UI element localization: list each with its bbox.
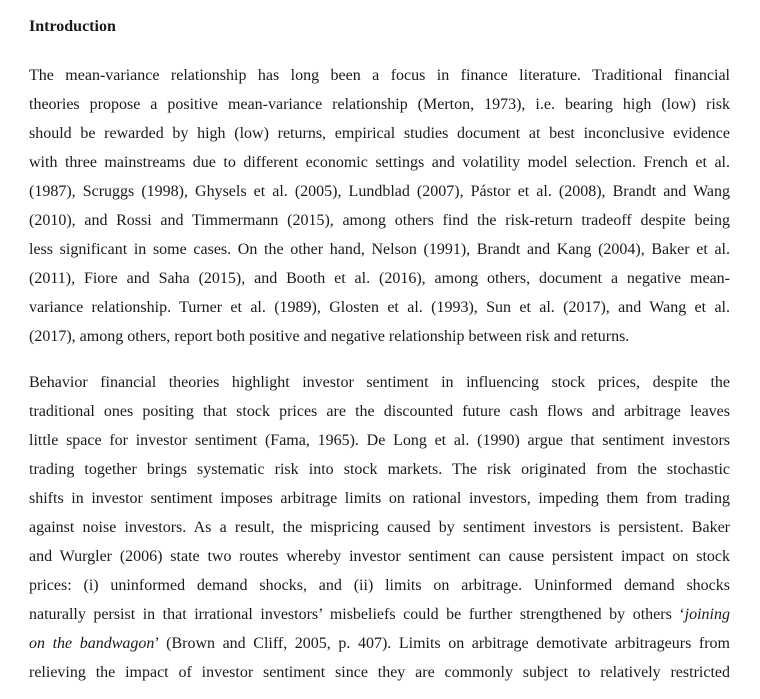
section-heading-introduction: Introduction xyxy=(29,18,116,35)
italic-quote: joining xyxy=(684,606,730,623)
text-line: variance relationship. Turner et al. (1989), Glosten et al. (1993), Sun et al. (2017), and Wang et al. xyxy=(29,299,730,316)
italic-quote: on the bandwagon xyxy=(29,635,155,652)
text-line: prices: (i) uninformed demand shocks, and (ii) limits on arbitrage. Uninformed demand shocks xyxy=(29,577,730,594)
text-run: ’ (Brown and Cliff, 2005, p. 407). Limits on arbitrage demotivate arbitrageurs from xyxy=(154,635,731,652)
text-line: trading together brings systematic risk into stock markets. The risk originated from the stochastic xyxy=(29,461,730,478)
text-line xyxy=(29,629,730,658)
text-line: (2010), and Rossi and Timmermann (2015), among others find the risk-return tradeoff despite being xyxy=(29,212,730,229)
text-line: against noise investors. As a result, the mispricing caused by sentiment investors is persistent. Baker xyxy=(29,519,730,536)
text-line: traditional ones positing that stock prices are the discounted future cash flows and arbitrage leaves xyxy=(29,403,730,420)
text-line: and Wurgler (2006) state two routes whereby investor sentiment can cause persistent impact on stock xyxy=(29,548,730,565)
text-line: shifts in investor sentiment imposes arbitrage limits on rational investors, impeding them from trading xyxy=(29,490,730,507)
text-line: (2011), Fiore and Saha (2015), and Booth et al. (2016), among others, document a negative mean- xyxy=(29,270,730,287)
text-line: The mean-variance relationship has long been a focus in finance literature. Traditional financial xyxy=(29,67,730,84)
text-line xyxy=(29,600,730,629)
text-run: naturally persist in that irrational investors’ misbeliefs could be further strengthened by others ‘ xyxy=(29,606,685,623)
text-line: (1987), Scruggs (1998), Ghysels et al. (2005), Lundblad (2007), Pástor et al. (2008), Brandt and Wang xyxy=(29,183,730,200)
text-line: with three mainstreams due to different economic settings and volatility model selection. French et al. xyxy=(29,154,730,171)
text-line: less significant in some cases. On the other hand, Nelson (1991), Brandt and Kang (2004), Baker et al. xyxy=(29,241,730,258)
paragraph-mean-variance xyxy=(29,61,730,351)
text-line: theories propose a positive mean-variance relationship (Merton, 1973), i.e. bearing high (low) risk xyxy=(29,96,730,113)
paragraph-behavioral-finance xyxy=(29,368,730,687)
text-line: relieving the impact of investor sentiment since they are commonly subject to relatively restricted xyxy=(29,664,730,681)
text-line: should be rewarded by high (low) returns, empirical studies document at best inconclusive evidence xyxy=(29,125,730,142)
text-line: (2017), among others, report both positive and negative relationship between risk and returns. xyxy=(29,328,630,345)
text-line: little space for investor sentiment (Fama, 1965). De Long et al. (1990) argue that sentiment investors xyxy=(29,432,730,449)
text-line: Behavior financial theories highlight investor sentiment in influencing stock prices, despite the xyxy=(29,374,730,391)
